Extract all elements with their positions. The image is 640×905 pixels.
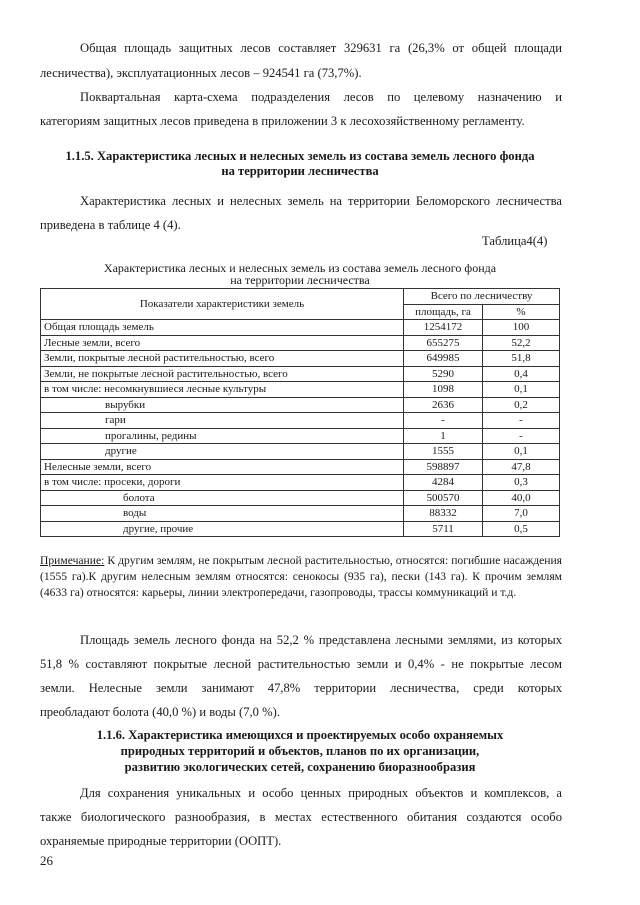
para4-line1: Площадь земель лесного фонда на 52,2 % представлена лесными землями, из которых <box>80 633 562 647</box>
table-row <box>41 490 560 506</box>
note-text: К другим землям, не покрытым лесной растительностью, относятся: погибшие насаждения (1555 га).К другим нелесным землям относятся: сенокосы (935 га), пески (143 га). К прочим землям (4633 га) относятся: карьеры, линии электропередачи, газопроводы, трассы коммуникаций и т.д. <box>40 554 562 599</box>
para5-line2: также биологического разнообразия, в местах естественного обитания создаются особо <box>40 810 562 824</box>
para4-line2: 51,8 % составляют покрытые лесной растительностью земли и 0,4% - не покрытые лесом <box>40 657 562 671</box>
table-row <box>41 428 560 444</box>
para4-line4: преобладают болота (40,0 %) и воды (7,0 %). <box>40 705 280 719</box>
row-area: 5290 <box>404 366 483 382</box>
table-note <box>40 553 562 601</box>
table-header-indicator: Показатели характеристики земель <box>41 289 404 320</box>
row-area: 1254172 <box>404 320 483 336</box>
row-area: 1098 <box>404 382 483 398</box>
row-label: в том числе: просеки, дороги <box>41 475 404 491</box>
table-row <box>41 366 560 382</box>
row-pct: 0,1 <box>483 444 560 460</box>
table-row <box>41 413 560 429</box>
table-caption-line1: Характеристика лесных и нелесных земель из состава земель лесного фонда <box>103 261 497 275</box>
table-row <box>41 335 560 351</box>
row-pct: 51,8 <box>483 351 560 367</box>
table-row <box>41 320 560 336</box>
row-pct: 0,1 <box>483 382 560 398</box>
para2-line2: категориям защитных лесов приведена в приложении 3 к лесохозяйственному регламенту. <box>40 114 525 128</box>
row-area: - <box>404 413 483 429</box>
para1-line2: лесничества), эксплуатационных лесов – 924541 га (73,7%). <box>40 66 362 80</box>
page-number: 26 <box>40 853 53 868</box>
row-area: 500570 <box>404 490 483 506</box>
row-label: вырубки <box>41 397 404 413</box>
table-row <box>41 475 560 491</box>
row-pct: - <box>483 428 560 444</box>
row-label: другие <box>41 444 404 460</box>
table-row <box>41 351 560 367</box>
row-label: другие, прочие <box>41 521 404 537</box>
row-pct: 0,3 <box>483 475 560 491</box>
row-area: 649985 <box>404 351 483 367</box>
section-heading-1-1-5-line2: на территории лесничества <box>221 164 379 178</box>
section-heading-1-1-5-line1: 1.1.5. Характеристика лесных и нелесных земель из состава земель лесного фонда <box>65 149 535 163</box>
row-label: Лесные земли, всего <box>41 335 404 351</box>
row-pct: 0,2 <box>483 397 560 413</box>
row-area: 2636 <box>404 397 483 413</box>
table-header-area: площадь, га <box>404 304 483 320</box>
row-pct: 47,8 <box>483 459 560 475</box>
row-pct: 52,2 <box>483 335 560 351</box>
table-row <box>41 506 560 522</box>
row-label: болота <box>41 490 404 506</box>
para3-line1: Характеристика лесных и нелесных земель на территории Беломорского лесничества <box>80 194 562 208</box>
row-area: 598897 <box>404 459 483 475</box>
row-label: воды <box>41 506 404 522</box>
table-row <box>41 382 560 398</box>
row-label: Земли, не покрытые лесной растительностью, всего <box>41 366 404 382</box>
row-area: 1555 <box>404 444 483 460</box>
row-pct: 100 <box>483 320 560 336</box>
table-caption-line2: на территории лесничества <box>230 273 370 287</box>
row-label: Земли, покрытые лесной растительностью, всего <box>41 351 404 367</box>
table-header-total: Всего по лесничеству <box>404 289 560 305</box>
section-heading-1-1-6-line2: природных территорий и объектов, планов по их организации, <box>120 744 480 758</box>
land-characteristics-table <box>40 288 560 537</box>
row-label: Нелесные земли, всего <box>41 459 404 475</box>
row-label: Общая площадь земель <box>41 320 404 336</box>
row-pct: 0,4 <box>483 366 560 382</box>
section-heading-1-1-6-line1: 1.1.6. Характеристика имеющихся и проектируемых особо охраняемых <box>96 728 504 742</box>
row-area: 5711 <box>404 521 483 537</box>
row-pct: 0,5 <box>483 521 560 537</box>
para5-line3: охраняемые природные территории (ООПТ). <box>40 834 282 848</box>
note-label: Примечание: <box>40 554 105 567</box>
para3-line2: приведена в таблице 4 (4). <box>40 218 181 232</box>
para4-line3: земли. Нелесные земли занимают 47,8% территории лесничества, среди которых <box>40 681 562 695</box>
table-row <box>41 459 560 475</box>
row-pct: 7,0 <box>483 506 560 522</box>
para5-line1: Для сохранения уникальных и особо ценных природных объектов и комплексов, а <box>80 786 562 800</box>
table-row <box>41 521 560 537</box>
table-label: Таблица4(4) <box>482 234 548 248</box>
row-label: прогалины, редины <box>41 428 404 444</box>
row-label: гари <box>41 413 404 429</box>
table-row <box>41 444 560 460</box>
row-area: 655275 <box>404 335 483 351</box>
section-heading-1-1-6-line3: развитию экологических сетей, сохранению биоразнообразия <box>124 760 476 774</box>
para1-line1: Общая площадь защитных лесов составляет 329631 га (26,3% от общей площади <box>80 41 562 55</box>
table-header-pct: % <box>483 304 560 320</box>
table-row <box>41 397 560 413</box>
para2-line1: Поквартальная карта-схема подразделения лесов по целевому назначению и <box>80 90 562 104</box>
row-label: в том числе: несомкнувшиеся лесные культуры <box>41 382 404 398</box>
row-pct: 40,0 <box>483 490 560 506</box>
row-area: 1 <box>404 428 483 444</box>
row-area: 88332 <box>404 506 483 522</box>
row-pct: - <box>483 413 560 429</box>
row-area: 4284 <box>404 475 483 491</box>
